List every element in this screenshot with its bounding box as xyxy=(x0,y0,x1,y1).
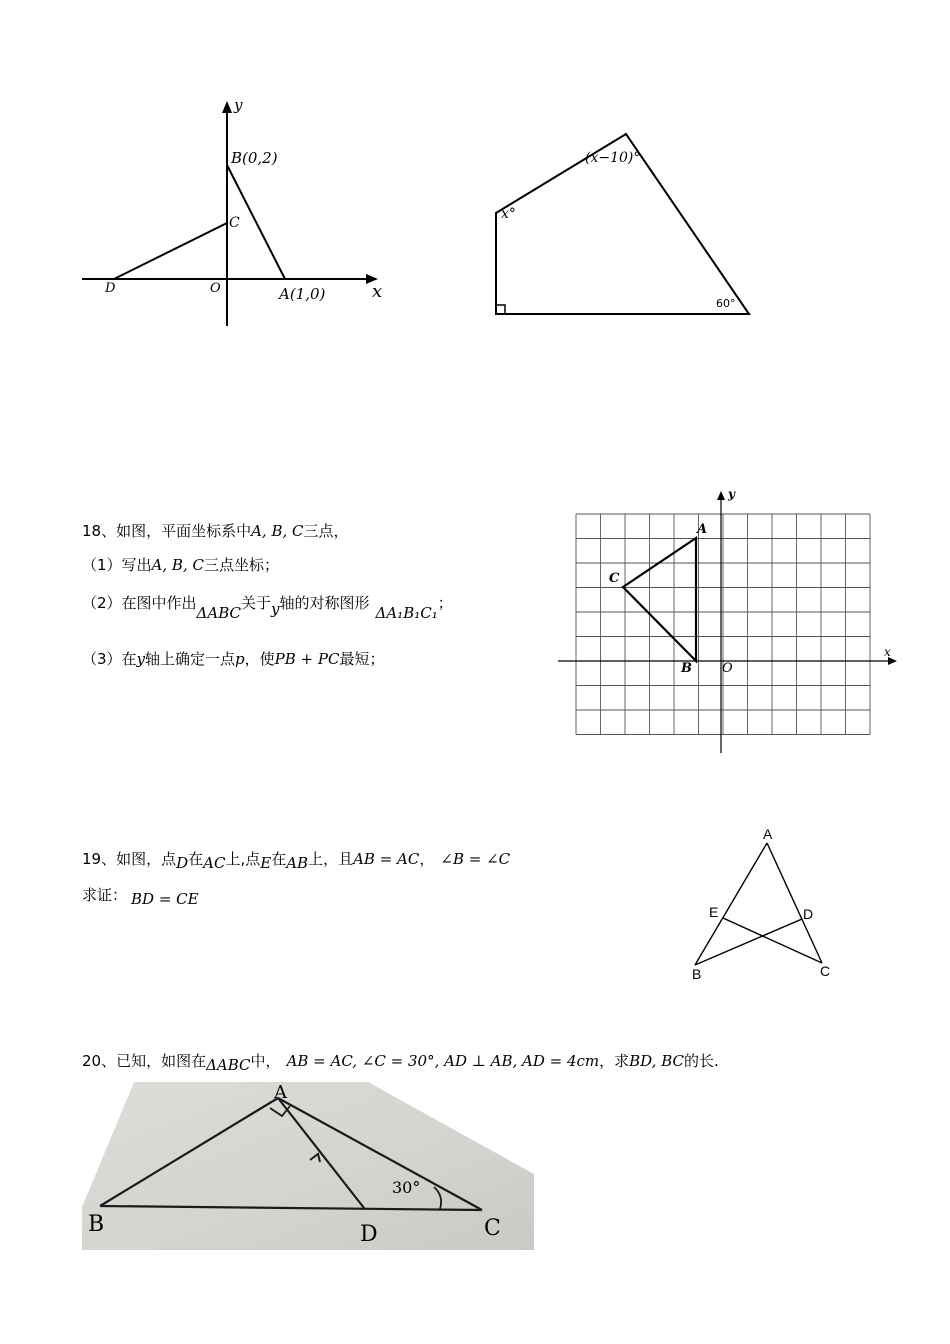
grid-point-c: C xyxy=(609,571,620,586)
q20-text-a: 20、已知，如图在 xyxy=(82,1052,207,1070)
photo-angle-label: 30° xyxy=(392,1178,421,1197)
q18-part-2 xyxy=(82,592,453,622)
photo-point-a: A xyxy=(274,1082,287,1103)
figure-grid-triangle xyxy=(555,485,910,760)
q18-p3-text: （3）在 xyxy=(82,650,137,668)
q19-line-1 xyxy=(82,848,511,872)
q18-p2-end: ； xyxy=(437,594,453,612)
q18-p3-y: y xyxy=(136,650,146,668)
q20-text-b: 中， xyxy=(250,1052,281,1070)
fig19-point-a: A xyxy=(763,826,773,842)
q20-ask: BD, BC xyxy=(629,1052,684,1070)
segment-dc xyxy=(114,223,227,279)
q19-text-a: 19、如图，点 xyxy=(82,850,177,868)
grid-y-arrow-icon xyxy=(717,491,725,500)
angle-top-label: (x−10)° xyxy=(585,150,641,166)
photo-point-d: D xyxy=(360,1222,378,1247)
grid-point-a: A xyxy=(697,522,708,537)
grid-origin: O xyxy=(722,661,733,676)
q18-p2-text: （2）在图中作出 xyxy=(82,594,197,612)
point-c-label: C xyxy=(229,215,240,231)
q19-text-d: 在 xyxy=(271,850,287,868)
q19-comma: ， xyxy=(419,850,435,868)
q20-triangle: ΔABC xyxy=(206,1056,251,1074)
q18-title-text: 18、如图，平面坐标系中 xyxy=(82,522,252,540)
q19-equation-2: ∠B = ∠C xyxy=(440,850,511,868)
point-a-label: A(1,0) xyxy=(279,285,326,303)
q18-p3-end: 最短； xyxy=(339,650,385,668)
q18-part-1 xyxy=(82,554,279,575)
q19-line-2 xyxy=(82,884,199,908)
figure-isosceles-crossing xyxy=(680,820,840,990)
question-20 xyxy=(82,1050,719,1074)
y-axis-label: y xyxy=(234,96,243,114)
q20-text-d: 的长. xyxy=(684,1052,719,1070)
q20-text-c: ，求 xyxy=(599,1052,630,1070)
photo-point-b: B xyxy=(88,1212,105,1237)
figure-polygon-angles xyxy=(470,120,770,330)
q18-part-3 xyxy=(82,648,384,669)
triangle-abc xyxy=(623,538,696,661)
right-angle-mark xyxy=(496,305,505,314)
q18-p3-point: 轴上确定一点 xyxy=(145,650,236,668)
q18-p2-about: 关于 xyxy=(241,594,272,612)
side-ab xyxy=(695,843,767,965)
q20-conditions: AB = AC, ∠C = 30°, AD ⊥ AB, AD = 4cm xyxy=(286,1052,600,1070)
q19-seg-ac: AC xyxy=(203,854,226,872)
figure-19-svg xyxy=(680,820,840,990)
q18-p3-expression: PB + PC xyxy=(274,650,340,668)
x-axis-label: x xyxy=(372,281,383,302)
origin-label: O xyxy=(210,281,221,296)
fig19-point-d: D xyxy=(803,906,814,922)
q19-equation-3: BD = CE xyxy=(131,890,199,908)
fig19-point-e: E xyxy=(709,904,719,920)
segment-ce xyxy=(723,918,822,963)
q18-p2-symmetric: 轴的对称图形 xyxy=(279,594,370,612)
figure-photo-triangle xyxy=(82,1082,534,1250)
q19-point-d: D xyxy=(176,854,189,872)
q18-p3-p: p xyxy=(235,650,245,668)
q19-prove-label: 求证： xyxy=(82,886,128,904)
q18-title-points: A, B, C xyxy=(251,522,304,540)
photo-point-c: C xyxy=(484,1216,501,1241)
q19-text-e: 上，且 xyxy=(308,850,354,868)
q18-title-end: 三点， xyxy=(303,522,349,540)
q19-point-e: E xyxy=(260,854,272,872)
grid-point-b: B xyxy=(681,661,692,676)
q18-p1-end: 三点坐标； xyxy=(203,556,279,574)
q18-p2-triangle-image: ΔA₁B₁C₁ xyxy=(375,604,438,622)
fig19-point-b: B xyxy=(692,966,702,982)
q19-equation-1: AB = AC xyxy=(353,850,420,868)
q18-p2-triangle: ΔABC xyxy=(196,604,241,622)
q18-p2-y: y xyxy=(271,600,280,618)
fig19-point-c: C xyxy=(820,963,831,979)
grid-svg xyxy=(555,485,910,760)
q18-p1-points: A, B, C xyxy=(151,556,204,574)
q18-title xyxy=(82,520,349,541)
q19-text-c: 上,点 xyxy=(225,850,261,868)
y-axis-arrow-icon xyxy=(222,101,232,113)
side-ac xyxy=(767,843,822,963)
point-b-label: B(0,2) xyxy=(231,149,278,167)
angle-bottom-label: 60° xyxy=(716,297,736,310)
figure-coordinate-triangle xyxy=(0,0,420,340)
q18-p3-make: ，使 xyxy=(244,650,275,668)
photo-svg xyxy=(82,1082,534,1250)
q19-text-b: 在 xyxy=(188,850,204,868)
angle-left-label: x° xyxy=(501,206,516,222)
grid-y-label: y xyxy=(728,487,735,501)
grid-lines xyxy=(576,514,870,735)
point-d-label: D xyxy=(105,281,116,296)
grid-x-label: x xyxy=(884,645,891,659)
segment-bd xyxy=(695,919,802,965)
q18-p1-text: （1）写出 xyxy=(82,556,152,574)
q19-seg-ab: AB xyxy=(286,854,309,872)
